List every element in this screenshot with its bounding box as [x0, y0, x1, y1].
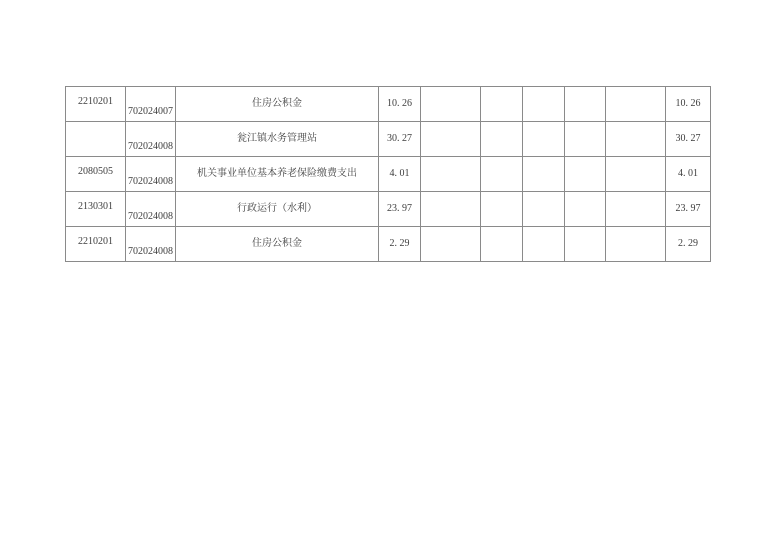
amount-cell: 10. 26 — [379, 87, 421, 122]
table-row — [66, 157, 711, 192]
item-name-cell: 住房公积金 — [176, 227, 379, 262]
item-name-cell: 机关事业单位基本养老保险缴费支出 — [176, 157, 379, 192]
budget-table — [65, 86, 711, 262]
unit-code-cell: 702024008 — [126, 157, 176, 192]
empty-cell — [606, 227, 666, 262]
empty-cell — [421, 87, 481, 122]
amount-cell: 23. 97 — [379, 192, 421, 227]
empty-cell — [421, 227, 481, 262]
table-row — [66, 122, 711, 157]
empty-cell — [565, 122, 606, 157]
empty-cell — [421, 192, 481, 227]
item-name-cell: 瓮江镇水务管理站 — [176, 122, 379, 157]
empty-cell — [481, 227, 523, 262]
empty-cell — [523, 227, 565, 262]
total-amount-cell: 2. 29 — [666, 227, 711, 262]
empty-cell — [565, 87, 606, 122]
amount-cell: 2. 29 — [379, 227, 421, 262]
empty-cell — [481, 87, 523, 122]
empty-cell — [523, 157, 565, 192]
item-name-cell: 行政运行（水利） — [176, 192, 379, 227]
amount-cell: 30. 27 — [379, 122, 421, 157]
unit-code-cell: 702024007 — [126, 87, 176, 122]
total-amount-cell: 30. 27 — [666, 122, 711, 157]
total-amount-cell: 10. 26 — [666, 87, 711, 122]
empty-cell — [606, 157, 666, 192]
total-amount-cell: 23. 97 — [666, 192, 711, 227]
unit-code-cell: 702024008 — [126, 122, 176, 157]
empty-cell — [523, 122, 565, 157]
table-row — [66, 227, 711, 262]
empty-cell — [565, 157, 606, 192]
empty-cell — [481, 157, 523, 192]
function-code-cell: 2210201 — [66, 227, 126, 262]
table-row — [66, 192, 711, 227]
empty-cell — [565, 192, 606, 227]
empty-cell — [523, 87, 565, 122]
empty-cell — [606, 192, 666, 227]
empty-cell — [565, 227, 606, 262]
empty-cell — [421, 122, 481, 157]
empty-cell — [523, 192, 565, 227]
item-name-cell: 住房公积金 — [176, 87, 379, 122]
total-amount-cell: 4. 01 — [666, 157, 711, 192]
empty-cell — [481, 192, 523, 227]
empty-cell — [606, 87, 666, 122]
empty-cell — [606, 122, 666, 157]
amount-cell: 4. 01 — [379, 157, 421, 192]
unit-code-cell: 702024008 — [126, 227, 176, 262]
unit-code-cell: 702024008 — [126, 192, 176, 227]
table-row — [66, 87, 711, 122]
function-code-cell — [66, 122, 126, 157]
function-code-cell: 2130301 — [66, 192, 126, 227]
function-code-cell: 2210201 — [66, 87, 126, 122]
empty-cell — [481, 122, 523, 157]
empty-cell — [421, 157, 481, 192]
function-code-cell: 2080505 — [66, 157, 126, 192]
